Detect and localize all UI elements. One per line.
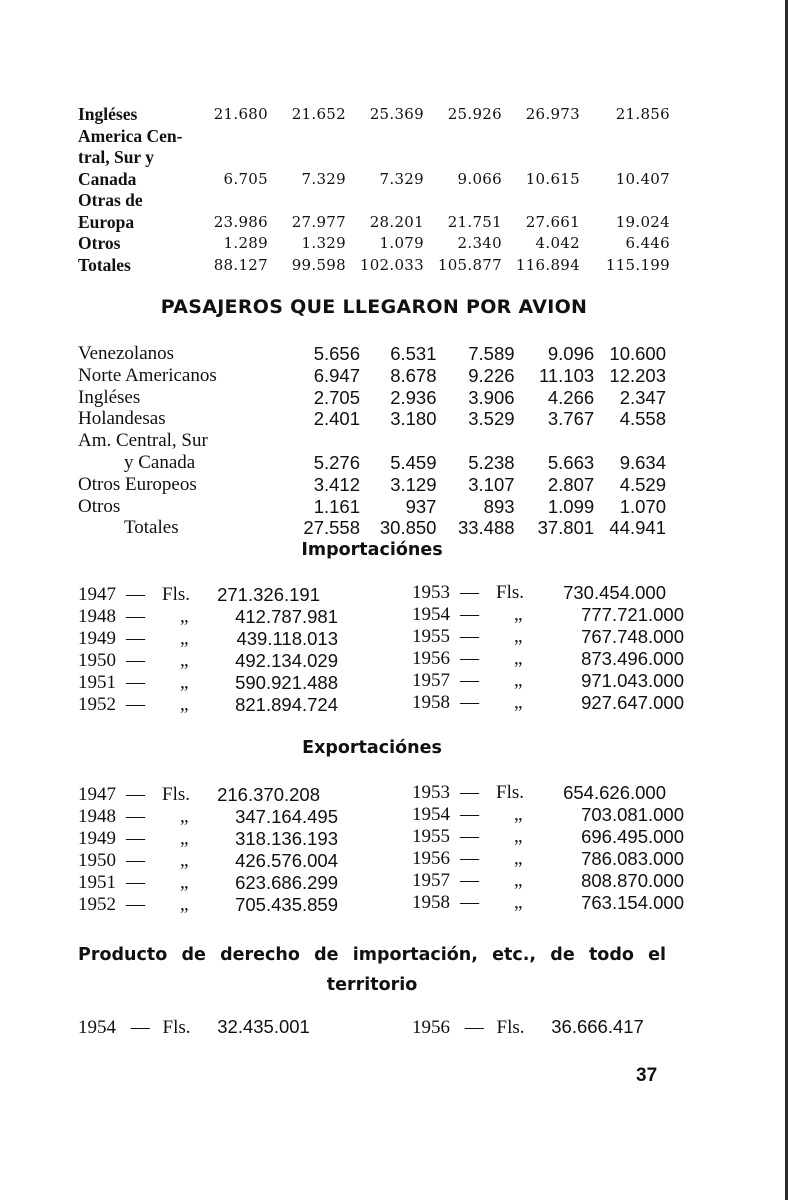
row-label: tral, Sur y: [78, 147, 154, 167]
imports-entry: [78, 694, 338, 716]
duties-heading-line1: Producto de derecho de importación, etc., de todo el: [78, 945, 666, 965]
dash: —: [460, 670, 479, 691]
cell-value: 88.127: [213, 255, 268, 274]
cell-value: 1.329: [301, 234, 346, 252]
cell-value: 3.129: [390, 473, 437, 495]
cell-value: 2.936: [390, 386, 437, 408]
cell-value: 6.947: [313, 364, 360, 386]
exports-list-right: [412, 782, 684, 914]
cell-value: 99.598: [291, 255, 346, 274]
year: 1957: [412, 870, 450, 891]
exports-entry: [78, 828, 338, 850]
row-label: Am. Central, Sur: [78, 430, 208, 452]
cell-value: 21.751: [447, 212, 502, 231]
amount: 927.647.000: [581, 692, 684, 713]
dash: —: [460, 782, 479, 803]
amount: 347.164.495: [235, 806, 338, 827]
cell-value: 105.877: [437, 255, 502, 274]
imports-list-right: [412, 582, 684, 714]
amount: 873.496.000: [581, 648, 684, 669]
imports-entry: [78, 606, 338, 628]
dash: —: [126, 872, 145, 893]
exports-entry: [78, 872, 338, 894]
amount: 767.748.000: [581, 626, 684, 647]
ditto-mark: „: [514, 826, 523, 847]
row-label: Otros: [78, 495, 121, 517]
dash: —: [126, 850, 145, 871]
year: 1949: [78, 828, 116, 849]
imports-entry: [412, 692, 684, 714]
imports-entry: [78, 584, 338, 606]
year: 1947: [78, 784, 116, 805]
exports-entry: [412, 782, 684, 804]
imports-entry: [412, 670, 684, 692]
cell-value: 3.906: [468, 386, 515, 408]
row-label: Canada: [78, 168, 137, 189]
cell-value: 5.656: [313, 343, 360, 364]
amount: 590.921.488: [235, 672, 338, 693]
amount: 439.118.013: [236, 628, 338, 649]
year: 1950: [78, 850, 116, 871]
cell-value: 25.369: [369, 105, 424, 123]
imports-entry: [78, 650, 338, 672]
dash: —: [126, 606, 145, 627]
cell-value: 21.652: [291, 105, 346, 123]
exports-entry: [78, 894, 338, 916]
cell-value: 9.096: [547, 343, 595, 364]
amount: 730.454.000: [563, 582, 666, 603]
cell-value: 7.589: [468, 343, 515, 364]
ditto-mark: „: [180, 628, 189, 649]
dash: —: [126, 672, 145, 693]
air-row: [78, 496, 666, 518]
cell-value: 8.678: [390, 364, 437, 386]
currency: Fls.: [496, 582, 524, 603]
ditto-mark: „: [180, 694, 189, 715]
amount: 763.154.000: [581, 892, 684, 913]
amount: 971.043.000: [581, 670, 684, 691]
air-row: [78, 430, 666, 452]
amount: 821.894.724: [235, 694, 338, 715]
dash: —: [460, 892, 479, 913]
cell-value: 10.600: [609, 343, 666, 364]
cell-value: 2.347: [619, 386, 666, 408]
duties-heading: [78, 940, 666, 1000]
row-label: Venezolanos: [78, 343, 175, 364]
imports-entry: [412, 626, 684, 648]
row-label: Otras de: [78, 190, 143, 210]
ditto-mark: „: [514, 870, 523, 891]
row-label: Otros Europeos: [78, 473, 197, 495]
cell-value: 893: [483, 495, 515, 517]
ditto-mark: „: [180, 806, 189, 827]
dash: —: [126, 650, 145, 671]
amount: 808.870.000: [581, 870, 684, 891]
year: 1955: [412, 626, 450, 647]
row-label: y Canada: [124, 451, 196, 473]
amount: 623.686.299: [235, 872, 338, 893]
cell-value: 4.266: [547, 386, 595, 408]
cell-value: 7.329: [379, 169, 424, 188]
cell-value: 27.558: [303, 517, 360, 539]
dash: —: [126, 784, 145, 805]
imports-list-left: [78, 584, 338, 716]
year: 1951: [78, 872, 116, 893]
cell-value: 3.107: [468, 473, 515, 495]
amount: 696.495.000: [581, 826, 684, 847]
ditto-mark: „: [514, 648, 523, 669]
cell-value: 5.459: [390, 451, 437, 473]
ditto-mark: „: [180, 650, 189, 671]
cell-value: 30.850: [379, 517, 437, 539]
air-row: [78, 387, 666, 409]
cell-value: 9.066: [457, 169, 502, 188]
air-row: [78, 408, 666, 430]
amount: 703.081.000: [581, 804, 684, 825]
imports-entry: [412, 582, 684, 604]
cell-value: 33.488: [457, 517, 515, 539]
cell-value: 9.634: [619, 451, 666, 473]
air-row: [78, 452, 666, 474]
year: 1955: [412, 826, 450, 847]
air-passengers-table: [78, 343, 666, 539]
row-label: Totales: [124, 517, 179, 539]
arrivals-row: [78, 104, 670, 126]
cell-value: 2.807: [547, 473, 595, 495]
year: 1948: [78, 806, 116, 827]
amount: 412.787.981: [235, 606, 338, 627]
cell-value: 3.180: [390, 408, 437, 430]
cell-value: 3.529: [468, 408, 515, 430]
year: 1952: [78, 694, 116, 715]
year: 1953: [412, 582, 450, 603]
cell-value: 4.558: [619, 408, 666, 430]
arrivals-row: [78, 147, 670, 169]
duties-entry-1956: 1956 — Fls. 36.666.417: [412, 1016, 644, 1038]
row-label: Otros: [78, 233, 121, 253]
cell-value: 23.986: [213, 212, 268, 231]
dash: —: [126, 628, 145, 649]
cell-value: 102.033: [359, 255, 424, 274]
dash: —: [460, 648, 479, 669]
amount: 786.083.000: [581, 848, 684, 869]
exports-entry: [78, 806, 338, 828]
dash: —: [460, 848, 479, 869]
amount: 777.721.000: [581, 604, 684, 625]
cell-value: 10.615: [525, 169, 580, 188]
year: 1953: [412, 782, 450, 803]
dash: —: [460, 604, 479, 625]
arrivals-row: [78, 212, 670, 234]
ditto-mark: „: [180, 872, 189, 893]
imports-entry: [412, 604, 684, 626]
year: 1956: [412, 648, 450, 669]
dash: —: [460, 804, 479, 825]
cell-value: 9.226: [468, 364, 515, 386]
ditto-mark: „: [514, 692, 523, 713]
amount: 654.626.000: [563, 782, 666, 803]
cell-value: 28.201: [369, 212, 424, 231]
ditto-mark: „: [180, 850, 189, 871]
dash: —: [460, 626, 479, 647]
currency: Fls.: [162, 784, 190, 805]
cell-value: 1.289: [223, 234, 268, 252]
arrivals-row: [78, 255, 670, 277]
exports-entry: [78, 784, 338, 806]
amount: 705.435.859: [235, 894, 338, 915]
air-row: [78, 343, 666, 365]
exports-entry: [412, 804, 684, 826]
ditto-mark: „: [514, 604, 523, 625]
page-number: 37: [636, 1065, 658, 1086]
cell-value: 7.329: [301, 169, 346, 188]
cell-value: 1.070: [619, 495, 666, 517]
dash: —: [126, 828, 145, 849]
year: 1954: [412, 604, 450, 625]
cell-value: 5.238: [468, 451, 515, 473]
row-label: Ingléses: [78, 104, 138, 124]
cell-value: 12.203: [609, 364, 666, 386]
dash: —: [460, 582, 479, 603]
cell-value: 27.661: [525, 212, 580, 231]
year: 1958: [412, 892, 450, 913]
year: 1956: [412, 848, 450, 869]
amount: 426.576.004: [235, 850, 338, 871]
row-label: Norte Americanos: [78, 364, 217, 386]
cell-value: 3.412: [313, 473, 360, 495]
cell-value: 6.705: [223, 169, 268, 188]
row-label: Totales: [78, 254, 131, 275]
dash: —: [126, 806, 145, 827]
dash: —: [460, 826, 479, 847]
cell-value: 4.529: [619, 473, 666, 495]
row-label: Ingléses: [78, 386, 141, 408]
cell-value: 10.407: [615, 169, 670, 188]
year: 1949: [78, 628, 116, 649]
air-passengers-heading: PASAJEROS QUE LLEGARON POR AVION: [160, 296, 588, 318]
row-label: Holandesas: [78, 408, 166, 430]
dash: —: [126, 694, 145, 715]
ditto-mark: „: [514, 626, 523, 647]
exports-entry: [412, 848, 684, 870]
cell-value: 44.941: [609, 517, 666, 539]
amount: 318.136.193: [235, 828, 338, 849]
cell-value: 116.894: [515, 255, 580, 274]
air-row: [78, 474, 666, 496]
ditto-mark: „: [514, 848, 523, 869]
arrivals-row: [78, 190, 670, 212]
air-row: [78, 517, 666, 539]
dash: —: [460, 870, 479, 891]
year: 1951: [78, 672, 116, 693]
imports-heading: Importaciónes: [301, 540, 443, 560]
year: 1952: [78, 894, 116, 915]
cell-value: 1.099: [547, 495, 595, 517]
exports-heading: Exportaciónes: [302, 738, 442, 758]
arrivals-row: [78, 233, 670, 255]
duties-entry-1954: 1954 — Fls. 32.435.001: [78, 1016, 310, 1038]
cell-value: 11.103: [538, 364, 595, 386]
exports-list-left: [78, 784, 338, 916]
exports-entry: [412, 826, 684, 848]
imports-entry: [412, 648, 684, 670]
cell-value: 27.977: [291, 212, 346, 231]
exports-entry: [412, 870, 684, 892]
amount: 492.134.029: [235, 650, 338, 671]
cell-value: 37.801: [537, 517, 595, 539]
cell-value: 2.705: [313, 386, 360, 408]
ditto-mark: „: [180, 828, 189, 849]
cell-value: 6.531: [390, 343, 437, 364]
cell-value: 3.767: [547, 408, 595, 430]
cell-value: 2.401: [313, 408, 360, 430]
amount: 271.326.191: [217, 584, 320, 605]
year: 1948: [78, 606, 116, 627]
ditto-mark: „: [514, 892, 523, 913]
ditto-mark: „: [514, 804, 523, 825]
row-label: Europa: [78, 211, 135, 232]
cell-value: 115.199: [605, 255, 670, 274]
year: 1957: [412, 670, 450, 691]
duties-heading-line2: territorio: [326, 975, 418, 995]
ditto-mark: „: [180, 894, 189, 915]
exports-entry: [78, 850, 338, 872]
ditto-mark: „: [180, 672, 189, 693]
exports-entry: [412, 892, 684, 914]
currency: Fls.: [162, 584, 190, 605]
ditto-mark: „: [180, 606, 189, 627]
dash: —: [126, 584, 145, 605]
cell-value: 6.446: [625, 234, 670, 252]
cell-value: 25.926: [447, 105, 502, 123]
cell-value: 21.856: [615, 105, 670, 123]
currency: Fls.: [496, 782, 524, 803]
cell-value: 4.042: [535, 234, 580, 252]
cell-value: 1.161: [313, 495, 360, 517]
cell-value: 21.680: [213, 105, 268, 123]
dash: —: [126, 894, 145, 915]
arrivals-table: [78, 104, 670, 276]
cell-value: 19.024: [615, 212, 670, 231]
row-label: America Cen-: [78, 125, 183, 146]
ditto-mark: „: [514, 670, 523, 691]
imports-entry: [78, 628, 338, 650]
amount: 216.370.208: [217, 784, 320, 805]
cell-value: 26.973: [525, 105, 580, 123]
arrivals-row: [78, 126, 670, 148]
air-row: [78, 365, 666, 387]
cell-value: 1.079: [379, 234, 424, 252]
dash: —: [460, 692, 479, 713]
cell-value: 5.663: [547, 451, 595, 473]
cell-value: 2.340: [457, 234, 502, 252]
cell-value: 5.276: [313, 451, 360, 473]
year: 1947: [78, 584, 116, 605]
arrivals-row: [78, 169, 670, 191]
year: 1950: [78, 650, 116, 671]
imports-entry: [78, 672, 338, 694]
year: 1958: [412, 692, 450, 713]
year: 1954: [412, 804, 450, 825]
cell-value: 937: [405, 495, 437, 517]
